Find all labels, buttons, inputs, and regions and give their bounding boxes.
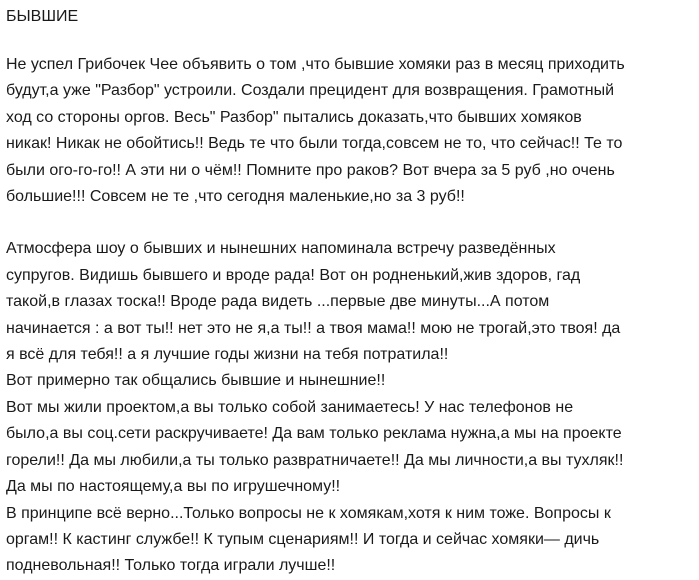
text-line: было,а вы соц.сети раскручиваете! Да вам только реклама нужна,а мы на проекте — [6, 425, 622, 443]
text-line: подневольная!! Только тогда играли лучше!! — [6, 557, 336, 575]
paragraph-2 — [6, 236, 699, 579]
text-line: были ого-го-го!! А эти ни о чём!! Помните про раков? Вот вчера за 5 руб ,но очень — [6, 161, 615, 179]
text-line: оргам!! К кастинг службе!! К тупым сценариям!! И тогда и сейчас хомяки— дичь — [6, 530, 600, 548]
text-line: Не успел Грибочек Чее объявить о том ,что бывшие хомяки раз в месяц приходить — [6, 56, 625, 73]
text-line: В принципе всё верно...Только вопросы не к хомякам,хотя к ним тоже. Вопросы к — [6, 504, 611, 522]
text-line: горели!! Да мы любили,а ты только развратничаете!! Да мы личности,а вы тухляк!! — [6, 451, 624, 469]
text-line: никак! Никак не обойтись!! Ведь те что были тогда,совсем не то, что сейчас!! Те то — [6, 135, 623, 153]
paragraph-1 — [6, 52, 699, 210]
text-line: Да мы по настоящему,а вы по игрушечному!! — [6, 478, 341, 496]
paragraph-spacer — [6, 210, 699, 236]
text-line: начинается : а вот ты!! нет это не я,а ты!! а твоя мама!! мою не трогай,это твоя! да — [6, 319, 621, 337]
text-line: Вот примерно так общались бывшие и нынешние!! — [6, 372, 386, 390]
text-line: Вот мы жили проектом,а вы только собой занимаетесь! У нас телефонов не — [6, 398, 574, 416]
text-line: такой,в глазах тоска!! Вроде рада видеть ...первые две минуты...А потом — [6, 293, 550, 311]
text-line: я всё для тебя!! а я лучшие годы жизни на тебя потратила!! — [6, 346, 449, 364]
text-line: будут,а уже "Разбор" устроили. Создали прецидент для возвращения. Грамотный — [6, 82, 615, 100]
text-line: большие!!! Совсем не те ,что сегодня маленькие,но за 3 руб!! — [6, 188, 465, 206]
text-line: супругов. Видишь бывшего и вроде рада! Вот он родненький,жив здоров, гад — [6, 266, 581, 284]
text-line: ход со стороны оргов. Весь" Разбор" пытались доказать,что бывших хомяков — [6, 108, 582, 126]
text-line: Атмосфера шоу о бывших и нынешних напоминала встречу разведённых — [6, 240, 556, 258]
article-title: БЫВШИЕ — [6, 8, 79, 25]
